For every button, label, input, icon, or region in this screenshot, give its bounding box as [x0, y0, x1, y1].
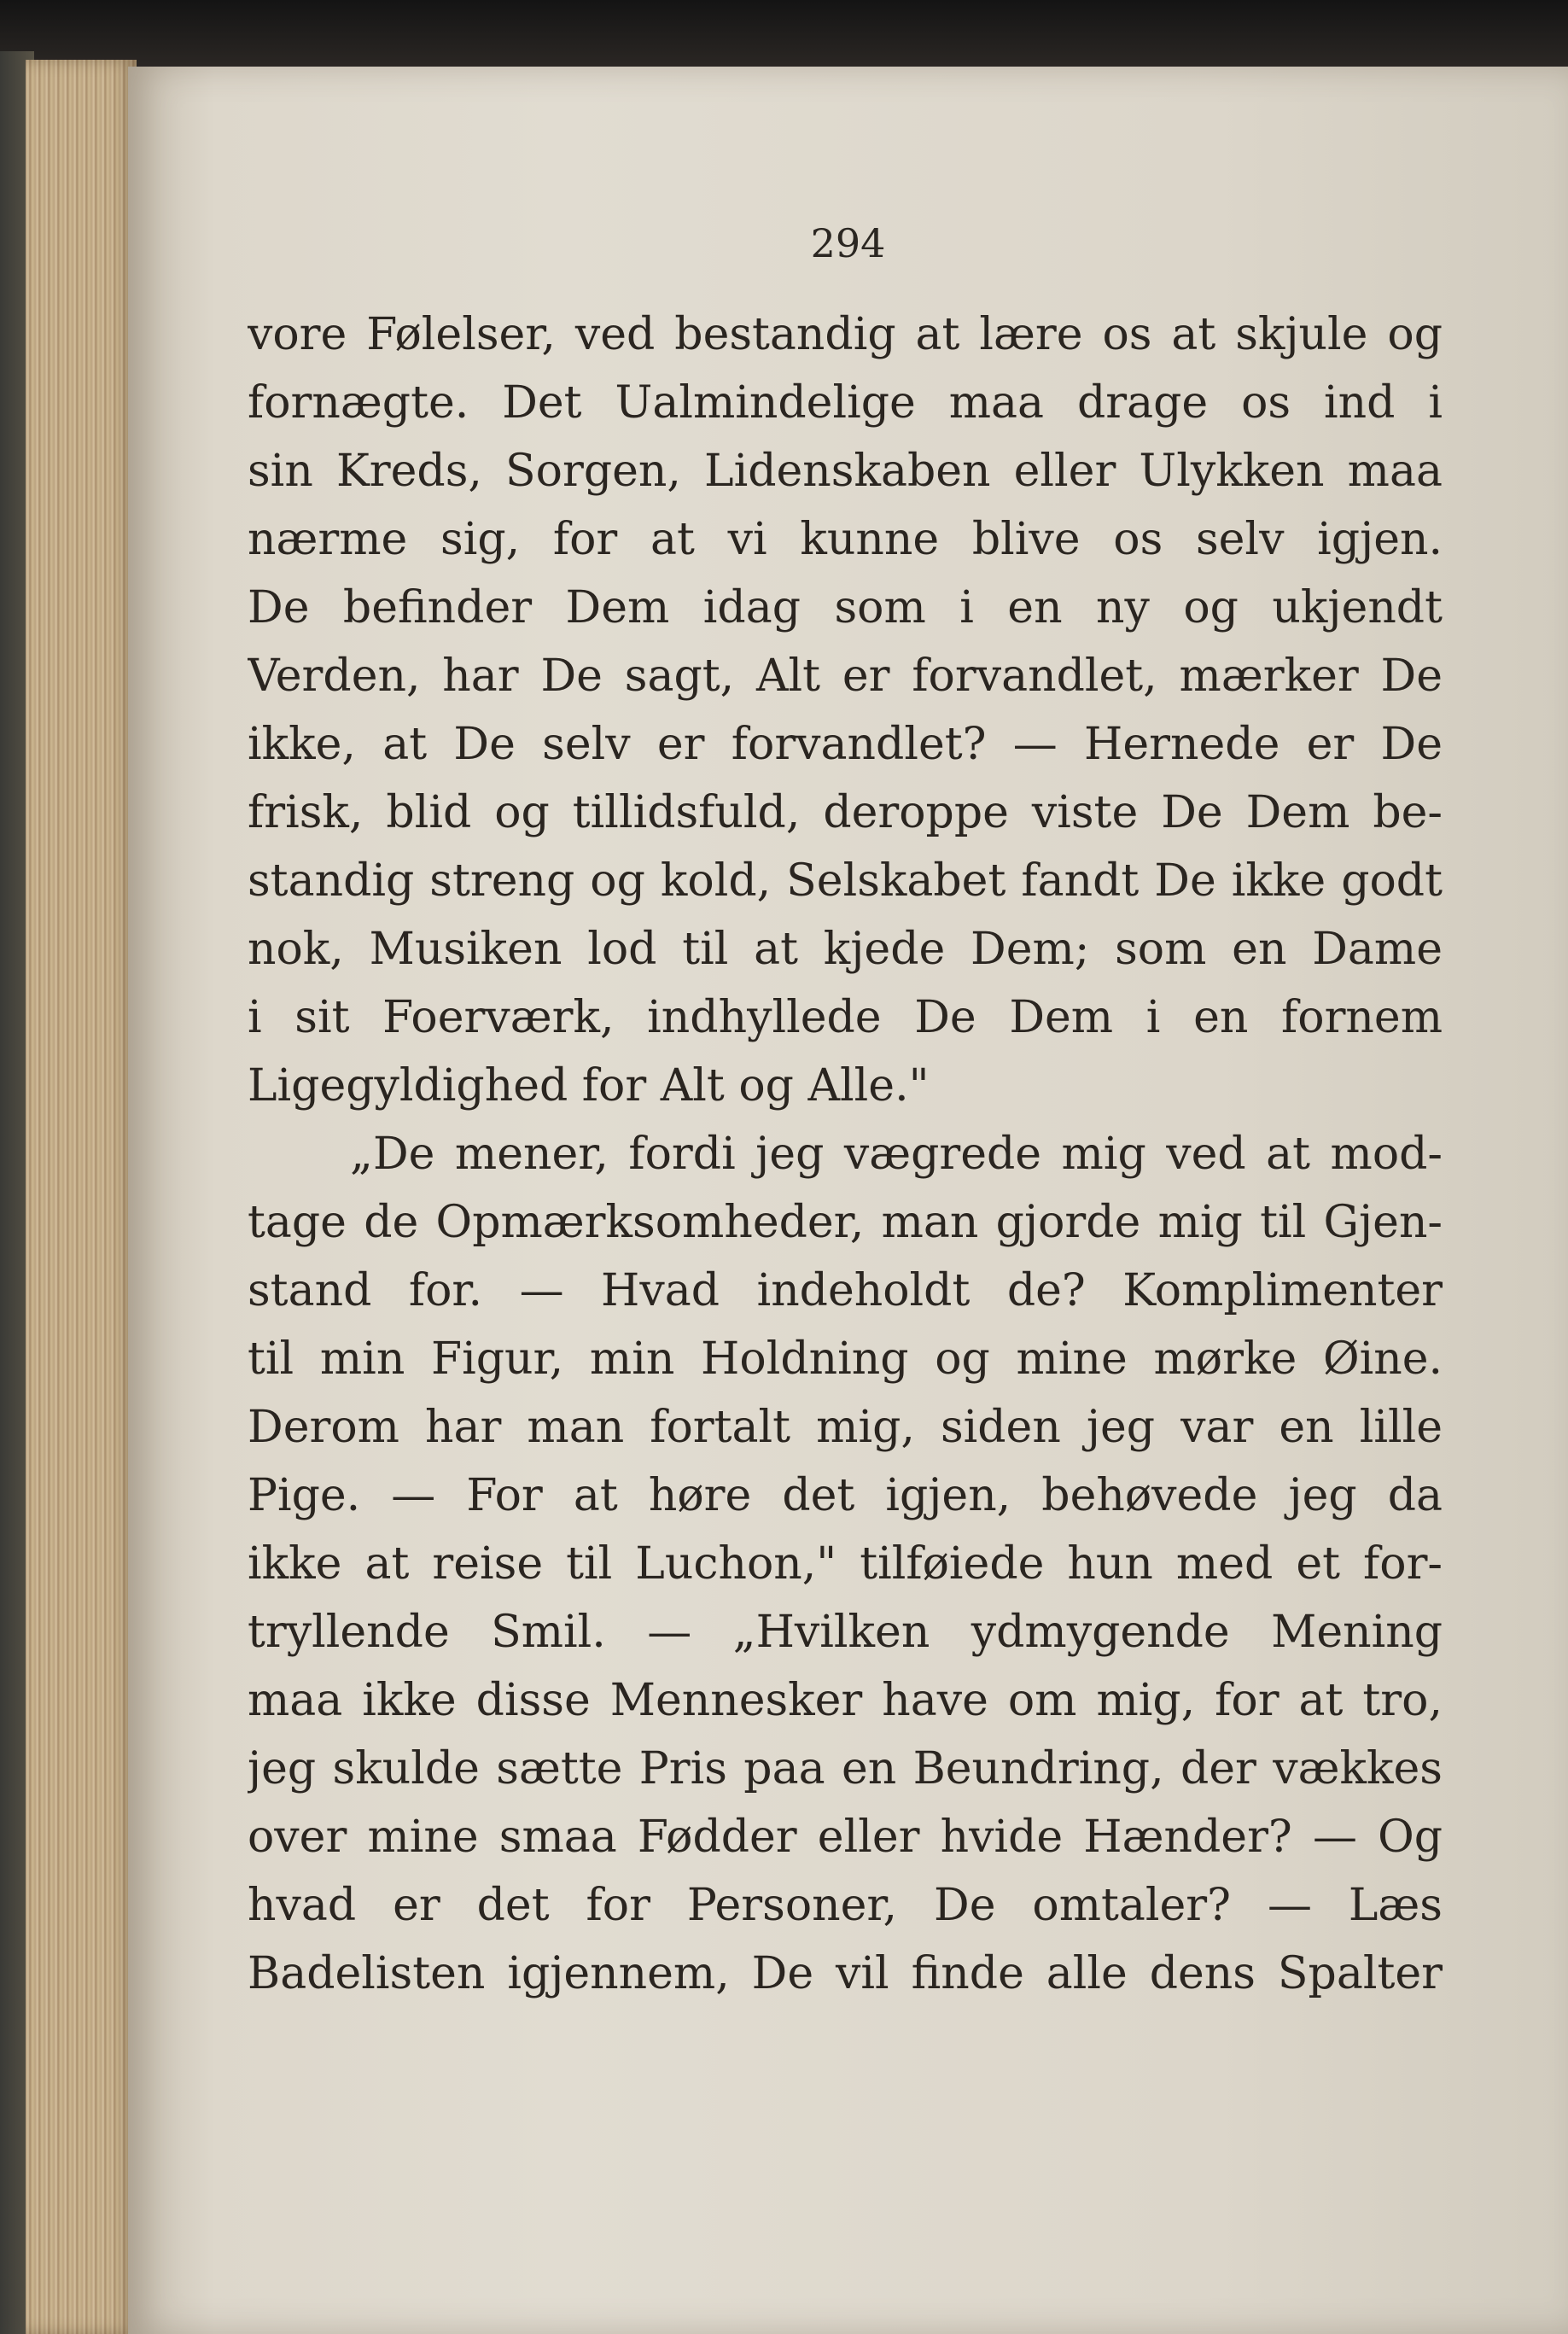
text-line: nærme sig, for at vi kunne blive os selv igjen. — [248, 514, 1443, 565]
text-line: De befinder Dem idag som i en ny og ukjendt — [248, 582, 1443, 633]
text-line: ikke, at De selv er forvandlet? — Hernede er De — [248, 719, 1443, 770]
text-line: Ligegyldighed for Alt og Alle." — [248, 1060, 930, 1112]
text-line: til min Figur, min Holdning og mine mørke Øine. — [248, 1333, 1443, 1385]
text-line: hvad er det for Personer, De omtaler? — Læs — [248, 1880, 1443, 1931]
text-line: frisk, blid og tillidsfuld, deroppe viste De Dem be- — [248, 787, 1443, 838]
text-line: ikke at reise til Luchon," tilføiede hun med et for- — [248, 1538, 1443, 1590]
book-page-edges — [26, 60, 137, 2334]
text-line: maa ikke disse Mennesker have om mig, for at tro, — [248, 1675, 1443, 1726]
text-line: stand for. — Hvad indeholdt de? Komplimenter — [248, 1265, 1443, 1316]
text-line: vore Følelser, ved bestandig at lære os at skjule og — [248, 309, 1443, 360]
text-line: jeg skulde sætte Pris paa en Beundring, der vækkes — [248, 1743, 1443, 1794]
background-top — [0, 0, 1568, 68]
body-text — [248, 301, 1443, 2008]
text-line: nok, Musiken lod til at kjede Dem; som en Dame — [248, 924, 1443, 975]
text-line: Pige. — For at høre det igjen, behøvede jeg da — [248, 1470, 1443, 1521]
page-number: 294 — [810, 220, 886, 266]
text-line: standig streng og kold, Selskabet fandt De ikke godt — [248, 855, 1443, 907]
text-line: sin Kreds, Sorgen, Lidenskaben eller Ulykken maa — [248, 446, 1443, 497]
text-line: Badelisten igjennem, De vil finde alle dens Spalter — [248, 1948, 1443, 1999]
text-line: Verden, har De sagt, Alt er forvandlet, mærker De — [248, 651, 1443, 702]
text-line: i sit Foerværk, indhyllede De Dem i en fornem — [248, 992, 1443, 1043]
text-line: Derom har man fortalt mig, siden jeg var en lille — [248, 1402, 1443, 1453]
text-line: tage de Opmærksomheder, man gjorde mig til Gjen- — [248, 1197, 1443, 1248]
text-line: „De mener, fordi jeg vægrede mig ved at mod- — [350, 1129, 1443, 1180]
text-line: fornægte. Det Ualmindelige maa drage os ind i — [248, 377, 1443, 429]
text-line: over mine smaa Fødder eller hvide Hænder? — Og — [248, 1812, 1443, 1863]
text-line: tryllende Smil. — „Hvilken ydmygende Mening — [248, 1607, 1443, 1658]
